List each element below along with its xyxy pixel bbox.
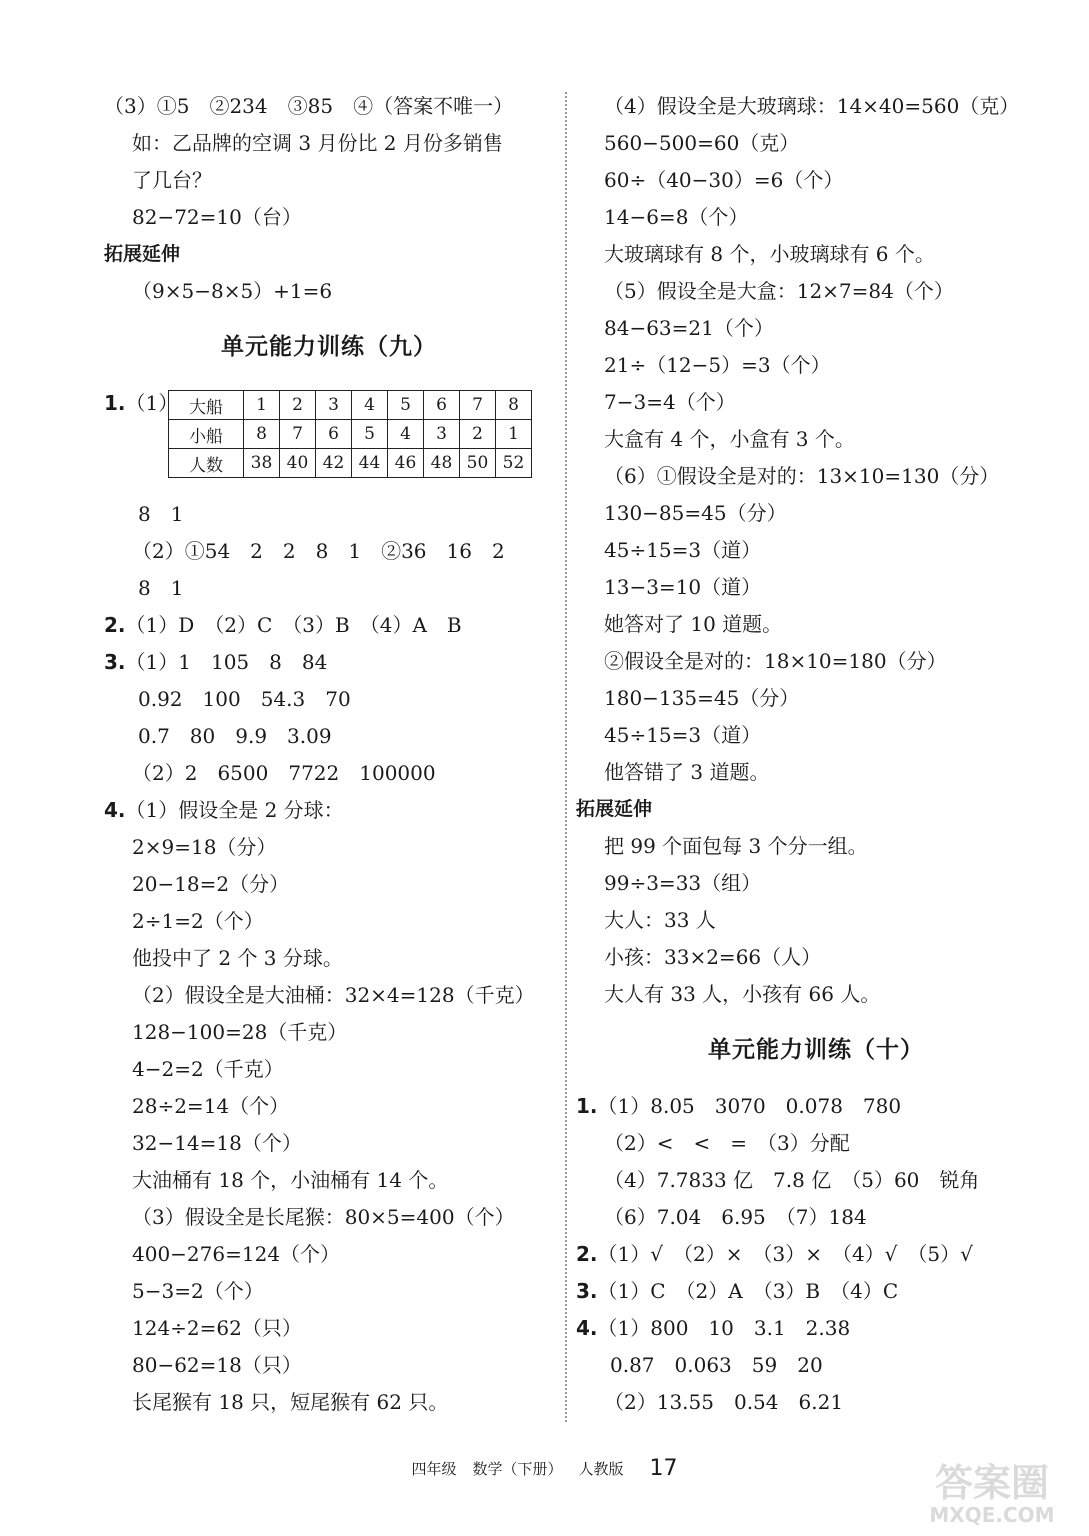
question-1-label <box>104 385 179 422</box>
answer-line: （4）假设全是大玻璃球：14×40=560（克） <box>604 94 1020 118</box>
table-cell: 2 <box>460 420 496 449</box>
unit-title: 单元能力训练（十） <box>708 1037 924 1063</box>
answer-line: 8 1 <box>138 502 184 526</box>
question-number: 2. <box>104 613 126 637</box>
answer-line: 大人：33 人 <box>604 908 716 932</box>
answer-line: 21÷（12−5）=3（个） <box>604 353 831 377</box>
answer-line: （2）假设全是大油桶：32×4=128（千克） <box>132 983 535 1007</box>
answer-line: （6）①假设全是对的：13×10=130（分） <box>604 464 1000 488</box>
page-number: 17 <box>649 1456 678 1481</box>
table-cell: 5 <box>388 391 424 420</box>
answer-line: 了几台？ <box>132 168 212 192</box>
answer-line: 大油桶有 18 个，小油桶有 14 个。 <box>132 1168 449 1192</box>
answer-line: 14−6=8（个） <box>604 205 749 229</box>
question-number: 4. <box>576 1316 598 1340</box>
question-2 <box>104 607 554 644</box>
answer-line: 7−3=4（个） <box>604 390 736 414</box>
answer-line: （2）2 6500 7722 100000 <box>132 761 436 785</box>
answer-text: （1）D （2）C （3）B （4）A B <box>125 613 462 637</box>
answer-line: 0.7 80 9.9 3.09 <box>138 724 332 748</box>
answer-text: （1）C （2）A （3）B （4）C <box>597 1279 899 1303</box>
answer-line: 28÷2=14（个） <box>132 1094 290 1118</box>
answer-text: （1）假设全是 2 分球： <box>125 798 344 822</box>
svg-text:答案圈: 答案圈 <box>934 1461 1050 1505</box>
answer-line: 13−3=10（道） <box>604 575 762 599</box>
answer-text: （1）800 10 3.1 2.38 <box>597 1316 851 1340</box>
table-cell: 4 <box>352 391 388 420</box>
footer-edition: 人教版 <box>578 1460 624 1478</box>
table-cell: 44 <box>352 449 388 478</box>
question-4 <box>104 792 554 829</box>
answer-line: 20−18=2（分） <box>132 872 290 896</box>
table-cell: 2 <box>280 391 316 420</box>
answer-line: 大人有 33 人，小孩有 66 人。 <box>604 982 881 1006</box>
answer-line: 60÷（40−30）=6（个） <box>604 168 844 192</box>
table-cell: 8 <box>496 391 532 420</box>
answer-line: 他答错了 3 道题。 <box>604 760 770 784</box>
answer-line: 400−276=124（个） <box>132 1242 341 1266</box>
answer-line: （5）假设全是大盒：12×7=84（个） <box>604 279 954 303</box>
answer-line: 8 1 <box>138 576 184 600</box>
question-1 <box>576 1088 1056 1125</box>
answer-line: 84−63=21（个） <box>604 316 774 340</box>
answer-line: 124÷2=62（只） <box>132 1316 302 1340</box>
table-cell: 3 <box>316 391 352 420</box>
sub-question-label: （1） <box>125 391 179 415</box>
left-column <box>104 88 554 1421</box>
unit-title: 单元能力训练（九） <box>221 334 437 360</box>
answer-line: 大玻璃球有 8 个，小玻璃球有 6 个。 <box>604 242 935 266</box>
question-number: 3. <box>576 1279 598 1303</box>
answer-line: 长尾猴有 18 只，短尾猴有 62 只。 <box>132 1390 449 1414</box>
table-row-header: 小船 <box>169 420 244 449</box>
answer-line: （2）①54 2 2 8 1 ②36 16 2 <box>132 539 505 563</box>
answer-line: 小孩：33×2=66（人） <box>604 945 822 969</box>
answer-line: 560−500=60（克） <box>604 131 800 155</box>
table-cell: 6 <box>316 420 352 449</box>
table-row <box>169 391 532 420</box>
footer-subject: 数学（下册） <box>472 1460 563 1478</box>
table-cell: 1 <box>496 420 532 449</box>
question-number: 2. <box>576 1242 598 1266</box>
answer-line: 5−3=2（个） <box>132 1279 264 1303</box>
answer-line: （2）< < = （3）分配 <box>604 1131 850 1155</box>
table-cell: 5 <box>352 420 388 449</box>
answer-line: 45÷15=3（道） <box>604 723 762 747</box>
table-cell: 7 <box>280 420 316 449</box>
table-cell: 8 <box>244 420 280 449</box>
answer-line: 99÷3=33（组） <box>604 871 762 895</box>
answer-line: 32−14=18（个） <box>132 1131 302 1155</box>
question-2 <box>576 1236 1056 1273</box>
answer-line: 180−135=45（分） <box>604 686 800 710</box>
table-cell: 38 <box>244 449 280 478</box>
question-number: 3. <box>104 650 126 674</box>
answer-line: 她答对了 10 道题。 <box>604 612 783 636</box>
table-row <box>169 420 532 449</box>
answer-line: （4）7.7833 亿 7.8 亿 （5）60 锐角 <box>604 1168 980 1192</box>
table-cell: 6 <box>424 391 460 420</box>
answer-line: 他投中了 2 个 3 分球。 <box>132 946 343 970</box>
table-cell: 3 <box>424 420 460 449</box>
question-1 <box>104 385 554 496</box>
answer-line: 大盒有 4 个，小盒有 3 个。 <box>604 427 855 451</box>
svg-text:MXQE.COM: MXQE.COM <box>929 1503 1055 1527</box>
answer-line: 如：乙品牌的空调 3 月份比 2 月份多销售 <box>132 131 503 155</box>
answer-line: 0.87 0.063 59 20 <box>610 1353 823 1377</box>
answer-line: 4−2=2（千克） <box>132 1057 284 1081</box>
answer-line: 82−72=10（台） <box>132 205 302 229</box>
table-cell: 4 <box>388 420 424 449</box>
answer-line: 80−62=18（只） <box>132 1353 302 1377</box>
table-cell: 1 <box>244 391 280 420</box>
table-cell: 7 <box>460 391 496 420</box>
answer-line: 128−100=28（千克） <box>132 1020 348 1044</box>
boat-table <box>168 390 532 478</box>
table-row <box>169 449 532 478</box>
answer-text: （1）1 105 8 84 <box>125 650 328 674</box>
answer-line: 2÷1=2（个） <box>132 909 264 933</box>
answer-line: （3）假设全是长尾猴：80×5=400（个） <box>132 1205 515 1229</box>
answer-line: （3）①5 ②234 ③85 ④（答案不唯一） <box>104 94 514 118</box>
column-divider <box>565 92 567 1422</box>
answer-line: 130−85=45（分） <box>604 501 787 525</box>
table-row-header: 人数 <box>169 449 244 478</box>
answer-line: （6）7.04 6.95 （7）184 <box>604 1205 867 1229</box>
question-4 <box>576 1310 1056 1347</box>
question-number: 4. <box>104 798 126 822</box>
footer-grade: 四年级 <box>411 1460 457 1478</box>
table-cell: 40 <box>280 449 316 478</box>
table-cell: 48 <box>424 449 460 478</box>
answer-text: （1）8.05 3070 0.078 780 <box>597 1094 902 1118</box>
answer-line: 0.92 100 54.3 70 <box>138 687 351 711</box>
table-row-header: 大船 <box>169 391 244 420</box>
table-cell: 50 <box>460 449 496 478</box>
question-3 <box>104 644 554 681</box>
answer-text: （1）√ （2）× （3）× （4）√ （5）√ <box>597 1242 973 1266</box>
question-number: 1. <box>104 391 126 415</box>
extension-heading: 拓展延伸 <box>104 243 181 265</box>
answer-line: （2）13.55 0.54 6.21 <box>604 1390 844 1414</box>
question-3 <box>576 1273 1056 1310</box>
extension-heading: 拓展延伸 <box>576 798 653 820</box>
question-number: 1. <box>576 1094 598 1118</box>
answer-line: ②假设全是对的：18×10=180（分） <box>604 649 947 673</box>
table-cell: 42 <box>316 449 352 478</box>
table-cell: 52 <box>496 449 532 478</box>
answer-line: 2×9=18（分） <box>132 835 277 859</box>
right-column <box>576 88 1056 1421</box>
answer-line: 45÷15=3（道） <box>604 538 762 562</box>
answer-line: 把 99 个面包每 3 个分一组。 <box>604 834 868 858</box>
table-cell: 46 <box>388 449 424 478</box>
watermark-logo <box>907 1456 1077 1528</box>
answer-line: （9×5−8×5）+1=6 <box>132 279 333 303</box>
